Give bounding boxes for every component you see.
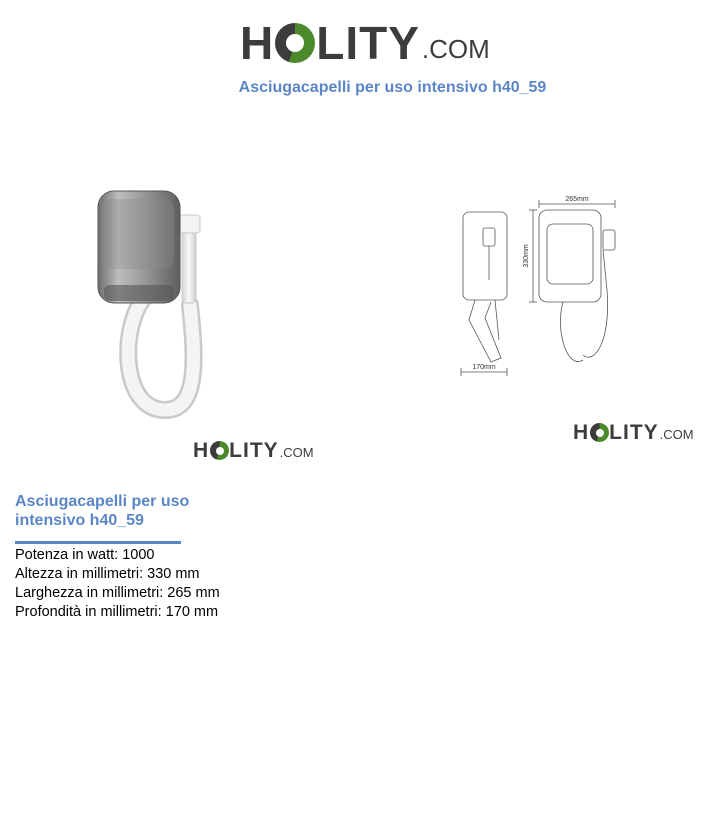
technical-drawing bbox=[455, 190, 625, 385]
depth-dimension-label: 170mm bbox=[472, 364, 496, 371]
spec-width: Larghezza in millimetri: 265 mm bbox=[15, 585, 220, 601]
logo-ring-icon bbox=[210, 441, 229, 460]
logo-text-com: .COM bbox=[421, 34, 490, 64]
logo-text-com: .COM bbox=[659, 427, 694, 442]
logo-text-com: .COM bbox=[279, 445, 314, 460]
logo-text-lity: LITY bbox=[229, 439, 279, 462]
height-dimension-label: 330mm bbox=[523, 244, 530, 268]
drawing-logo bbox=[573, 422, 694, 443]
spec-depth: Profondità in millimetri: 170 mm bbox=[15, 604, 219, 620]
logo-text-lity: LITY bbox=[316, 17, 420, 69]
logo-text-lity: LITY bbox=[609, 421, 659, 444]
width-dimension-label: 265mm bbox=[565, 196, 589, 203]
logo-text-h: H bbox=[573, 421, 590, 444]
section-divider bbox=[15, 541, 181, 544]
section-title: Asciugacapelli per uso intensivo h40_59 bbox=[15, 493, 190, 529]
product-photo bbox=[90, 185, 230, 420]
logo-ring-icon bbox=[275, 23, 315, 63]
spec-power: Potenza in watt: 1000 bbox=[15, 547, 155, 563]
logo-text-h: H bbox=[240, 17, 275, 69]
site-logo[interactable] bbox=[240, 14, 490, 69]
spec-list bbox=[15, 546, 220, 622]
product-photo-logo bbox=[193, 440, 314, 461]
spec-height: Altezza in millimetri: 330 mm bbox=[15, 566, 200, 582]
page-title: Asciugacapelli per uso intensivo h40_59 bbox=[238, 79, 547, 96]
logo-ring-icon bbox=[590, 423, 609, 442]
logo-text-h: H bbox=[193, 439, 210, 462]
